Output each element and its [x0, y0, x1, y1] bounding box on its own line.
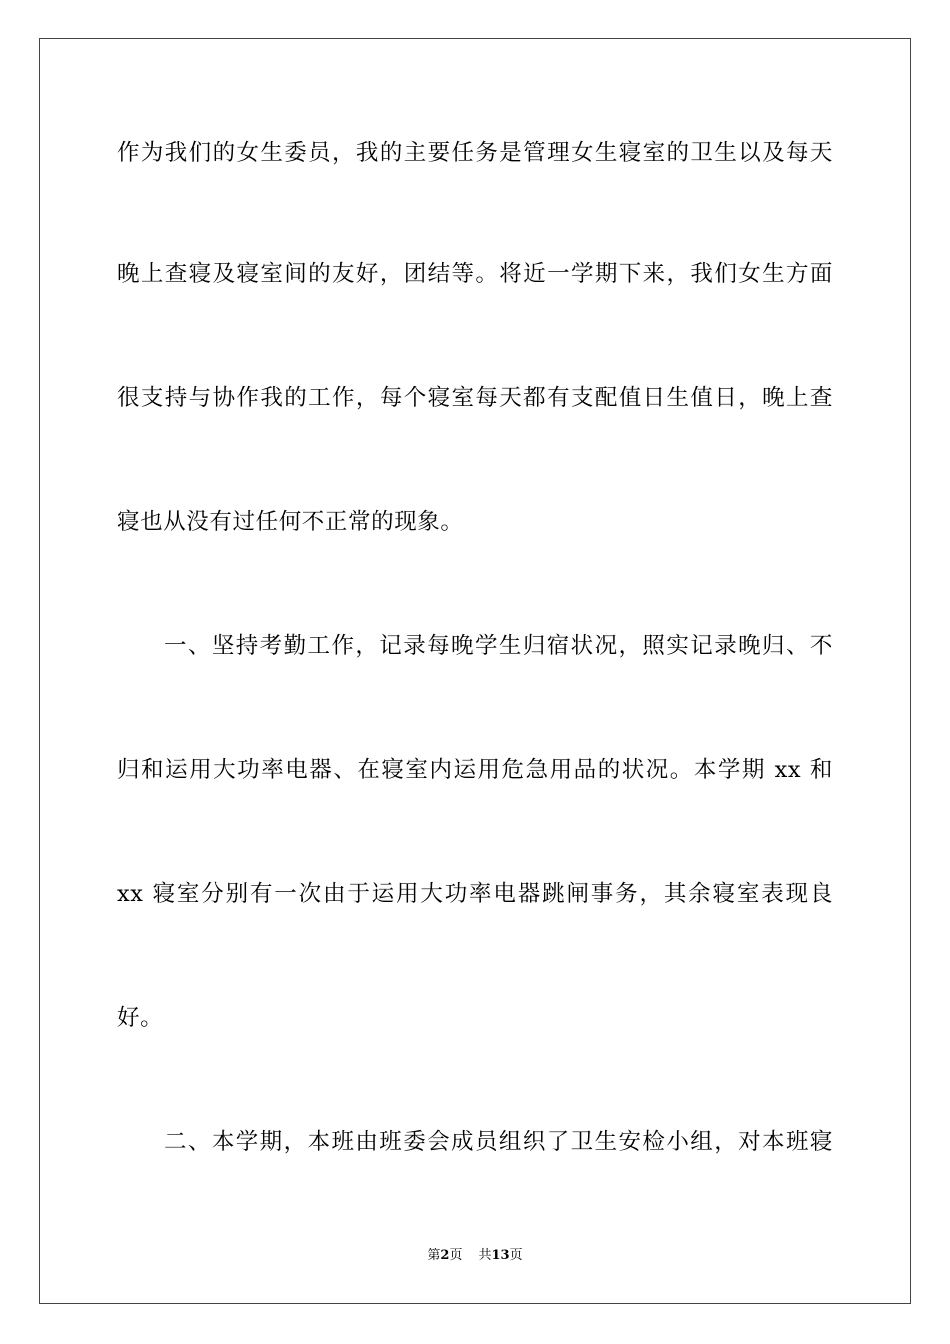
total-suffix: 页: [509, 1248, 523, 1263]
total-prefix: 共: [478, 1248, 492, 1263]
body-text-line: 寝也从没有过任何不正常的现象。: [117, 509, 464, 535]
paragraph-one-first-line: 一、坚持考勤工作，记录每晚学生归宿状况，照实记录晚归、不: [164, 633, 833, 659]
page-border: [39, 38, 911, 1304]
body-text-line: xx 寝室分别有一次由于运用大功率电器跳闸事务，其余寝室表现良: [117, 881, 833, 907]
body-text-line: 好。: [117, 1005, 164, 1031]
page-suffix: 页: [449, 1248, 463, 1263]
paragraph-two-first-line: 二、本学期，本班由班委会成员组织了卫生安检小组，对本班寝: [164, 1129, 833, 1155]
page-footer: [0, 1246, 950, 1266]
body-text-line: 晚上查寝及寝室间的友好，团结等。将近一学期下来，我们女生方面: [117, 261, 833, 287]
page-prefix: 第: [427, 1248, 441, 1263]
body-text-line: 作为我们的女生委员，我的主要任务是管理女生寝室的卫生以及每天: [117, 140, 833, 166]
current-page-number: 2: [440, 1248, 450, 1263]
total-page-count: 13: [491, 1248, 510, 1263]
body-text-line: 很支持与协作我的工作，每个寝室每天都有支配值日生值日，晚上查: [117, 385, 833, 411]
body-text-line: 归和运用大功率电器、在寝室内运用危急用品的状况。本学期 xx 和: [117, 757, 833, 783]
